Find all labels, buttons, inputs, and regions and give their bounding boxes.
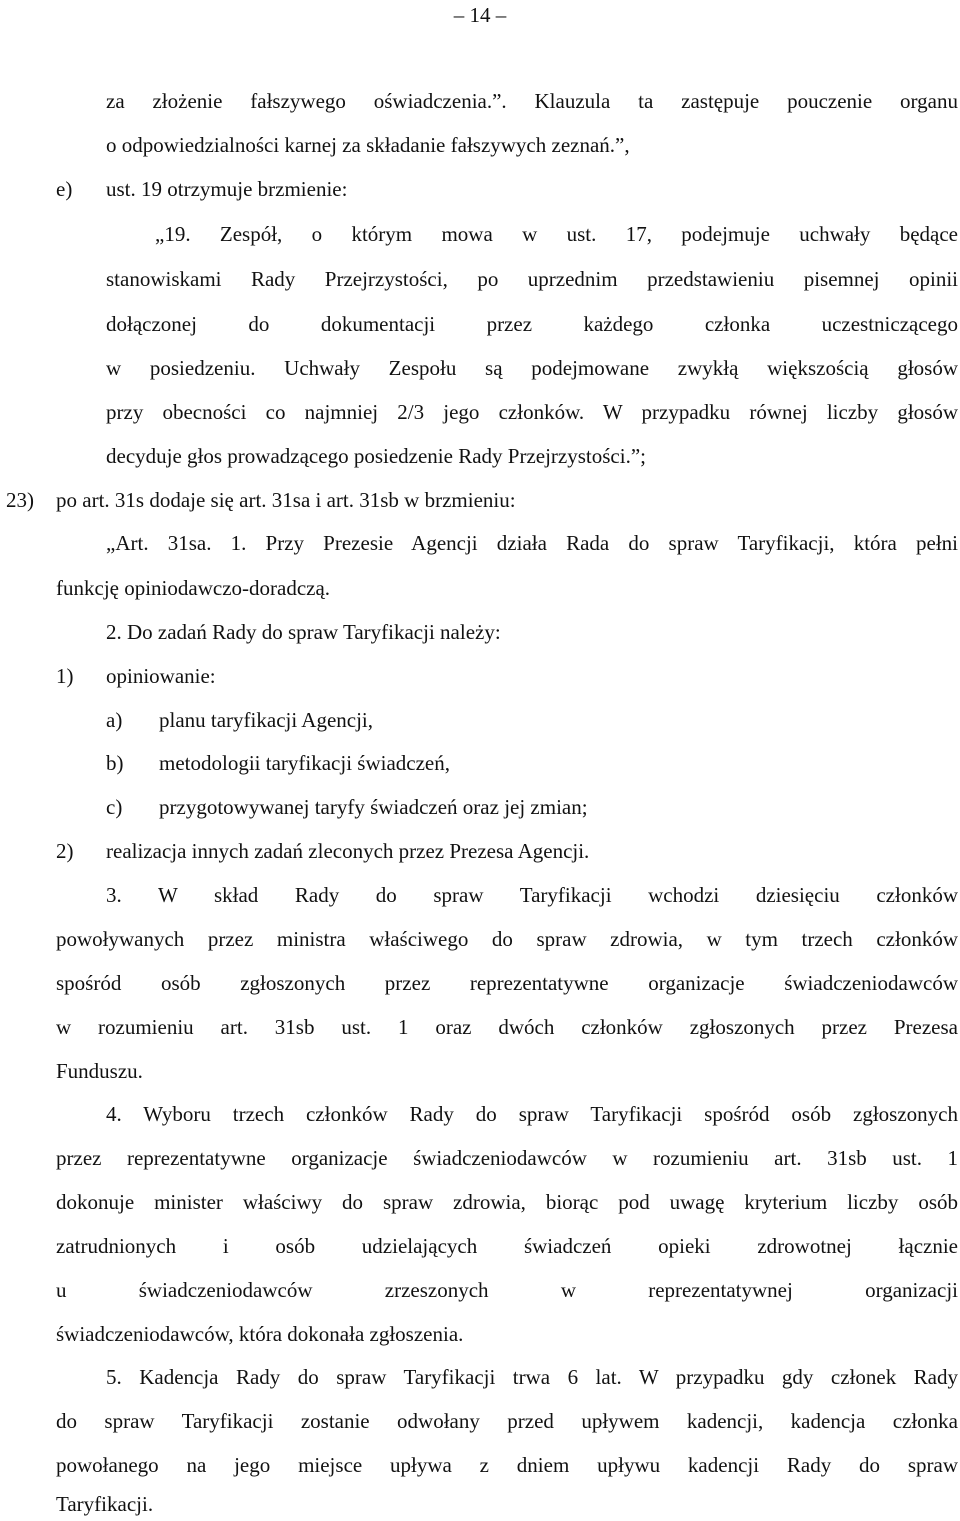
text-line: w posiedzeniu. Uchwały Zespołu są podejmowane zwykłą większością głosów	[106, 356, 958, 380]
item-label: b)	[106, 751, 124, 775]
item-label: c)	[106, 795, 123, 819]
item-label: a)	[106, 708, 123, 732]
text-line: 4. Wyboru trzech członków Rady do spraw Taryfikacji spośród osób zgłoszonych	[106, 1102, 958, 1126]
text-line: do spraw Taryfikacji zostanie odwołany przed upływem kadencji, kadencja członka	[56, 1409, 958, 1433]
text-line: powołanego na jego miejsce upływa z dniem upływu kadencji Rady do spraw	[56, 1453, 958, 1477]
item-text: planu taryfikacji Agencji,	[159, 708, 374, 732]
text-line: stanowiskami Rady Przejrzystości, po uprzednim przedstawieniu pisemnej opinii	[106, 267, 958, 291]
text-line: o odpowiedzialności karnej za składanie fałszywych zeznań.”,	[106, 133, 630, 157]
text-line: 3. W skład Rady do spraw Taryfikacji wchodzi dziesięciu członków	[106, 883, 958, 907]
text-line: przy obecności co najmniej 2/3 jego członków. W przypadku równej liczby głosów	[106, 400, 958, 424]
text-line: decyduje głos prowadzącego posiedzenie Rady Przejrzystości.”;	[106, 444, 646, 468]
text-line: dołączonej do dokumentacji przez każdego członka uczestniczącego	[106, 312, 958, 336]
text-line: zatrudnionych i osób udzielających świadczeń opieki zdrowotnej łącznie	[56, 1234, 958, 1258]
text-line: 5. Kadencja Rady do spraw Taryfikacji trwa 6 lat. W przypadku gdy członek Rady	[106, 1365, 958, 1389]
item-text: realizacja innych zadań zleconych przez Prezesa Agencji.	[106, 839, 590, 863]
item-text: opiniowanie:	[106, 664, 216, 688]
text-line: „Art. 31sa. 1. Przy Prezesie Agencji działa Rada do spraw Taryfikacji, która pełni	[106, 531, 958, 555]
page-number: – 14 –	[453, 3, 507, 27]
text-line: Funduszu.	[56, 1059, 143, 1083]
text-line: u świadczeniodawców zrzeszonych w reprezentatywnej organizacji	[56, 1278, 958, 1302]
text-line: świadczeniodawców, która dokonała zgłoszenia.	[56, 1322, 464, 1346]
item-label: 23)	[6, 488, 34, 512]
text-line: „19. Zespół, o którym mowa w ust. 17, podejmuje uchwały będące	[155, 222, 958, 246]
item-text: metodologii taryfikacji świadczeń,	[159, 751, 450, 775]
text-line: spośród osób zgłoszonych przez reprezentatywne organizacje świadczeniodawców	[56, 971, 958, 995]
text-line: powoływanych przez ministra właściwego do spraw zdrowia, w tym trzech członków	[56, 927, 958, 951]
text-line: Taryfikacji.	[56, 1492, 154, 1516]
item-label: e)	[56, 177, 73, 201]
item-text: po art. 31s dodaje się art. 31sa i art. 31sb w brzmieniu:	[56, 488, 516, 512]
text-line: dokonuje minister właściwy do spraw zdrowia, biorąc pod uwagę kryterium liczby osób	[56, 1190, 958, 1214]
text-line: w rozumieniu art. 31sb ust. 1 oraz dwóch członków zgłoszonych przez Prezesa	[56, 1015, 958, 1039]
item-label: 1)	[56, 664, 74, 688]
item-text: ust. 19 otrzymuje brzmienie:	[106, 177, 348, 201]
text-line: przez reprezentatywne organizacje świadczeniodawców w rozumieniu art. 31sb ust. 1	[56, 1146, 958, 1170]
text-line: funkcję opiniodawczo-doradczą.	[56, 576, 331, 600]
item-text: przygotowywanej taryfy świadczeń oraz jej zmian;	[159, 795, 588, 819]
item-label: 2)	[56, 839, 74, 863]
text-line: 2. Do zadań Rady do spraw Taryfikacji należy:	[106, 620, 501, 644]
text-line: za złożenie fałszywego oświadczenia.”. Klauzula ta zastępuje pouczenie organu	[106, 89, 958, 113]
